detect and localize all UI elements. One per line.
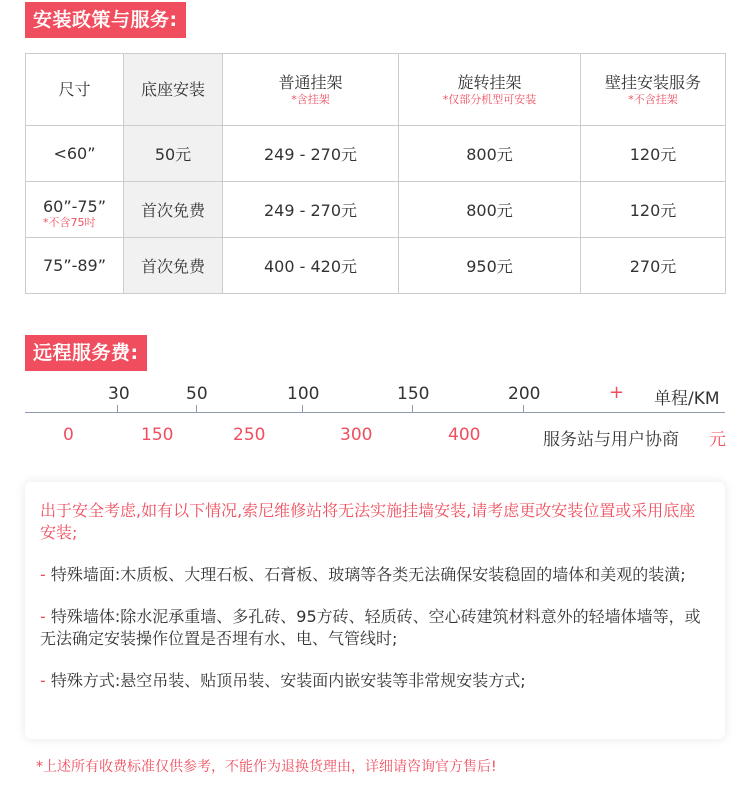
- header-size: 尺寸: [26, 54, 124, 126]
- notice-item: - 特殊墙面:木质板、大理石板、石膏板、玻璃等各类无法确保安装稳固的墙体和美观的装潢;: [40, 565, 686, 584]
- swivel-mount-cell: 800元: [399, 182, 581, 238]
- standard-mount-cell: 400 - 420元: [223, 238, 399, 294]
- notice-intro: 出于安全考虑,如有以下情况,索尼维修站将无法实施挂墙安装,请考虑更改安装位置或采用底座安装;: [40, 501, 696, 542]
- base-price-cell: 50元: [124, 126, 223, 182]
- notice-item: - 特殊方式:悬空吊装、贴顶吊装、安装面内嵌安装等非常规安装方式;: [40, 671, 526, 690]
- wall-service-cell: 270元: [581, 238, 726, 294]
- km-mark: 50: [186, 384, 208, 404]
- km-mark: 150: [397, 384, 430, 404]
- fee-value: 250: [233, 425, 266, 445]
- header-note: *不含挂架: [628, 93, 678, 106]
- fee-value: 400: [448, 425, 481, 445]
- base-price-cell: 首次免费: [124, 182, 223, 238]
- plus-sign: +: [609, 382, 625, 403]
- fee-value: 300: [340, 425, 373, 445]
- swivel-mount-cell: 800元: [399, 126, 581, 182]
- km-mark: 100: [287, 384, 320, 404]
- disclaimer-footnote: *上述所有收费标准仅供参考，不能作为退换货理由，详细请咨询官方售后!: [36, 759, 497, 775]
- header-wall-service: 壁挂安装服务 *不含挂架: [581, 54, 726, 126]
- distance-axis-line: [25, 412, 725, 413]
- install-price-table: [25, 53, 726, 294]
- axis-tick: [117, 405, 118, 412]
- fee-value: 150: [141, 425, 174, 445]
- wall-service-cell: 120元: [581, 126, 726, 182]
- header-swivel-mount: 旋转挂架 *仅部分机型可安装: [399, 54, 581, 126]
- table-header-row: [26, 54, 726, 126]
- axis-tick: [302, 405, 303, 412]
- km-mark: 30: [108, 384, 130, 404]
- notice-dash: -: [40, 565, 46, 584]
- km-mark: 200: [508, 384, 541, 404]
- yuan-unit-label: 元: [709, 430, 726, 450]
- swivel-mount-cell: 950元: [399, 238, 581, 294]
- wall-mount-notice-card: [25, 482, 725, 739]
- header-standard-mount: 普通挂架 *含挂架: [223, 54, 399, 126]
- remote-fee-title: 远程服务费:: [25, 335, 147, 371]
- size-cell: 75”-89”: [26, 238, 124, 294]
- axis-tick: [196, 405, 197, 412]
- axis-tick: [523, 405, 524, 412]
- header-note: *仅部分机型可安装: [442, 93, 537, 106]
- negotiate-label: 服务站与用户协商: [543, 430, 679, 450]
- base-price-cell: 首次免费: [124, 238, 223, 294]
- table-row: [26, 238, 726, 294]
- notice-item: - 特殊墙体:除水泥承重墙、多孔砖、95方砖、轻质砖、空心砖建筑材料意外的轻墙体墙等，或无法确定安装操作位置是否埋有水、电、气管线时;: [40, 607, 701, 648]
- size-note: *不含75吋: [43, 215, 96, 229]
- header-base-install: 底座安装: [124, 54, 223, 126]
- notice-dash: -: [40, 607, 46, 626]
- table-row: [26, 182, 726, 238]
- axis-tick: [412, 405, 413, 412]
- size-cell: <60”: [26, 126, 124, 182]
- size-cell: 60”-75” *不含75吋: [26, 182, 124, 238]
- table-row: [26, 126, 726, 182]
- wall-service-cell: 120元: [581, 182, 726, 238]
- standard-mount-cell: 249 - 270元: [223, 126, 399, 182]
- notice-dash: -: [40, 671, 46, 690]
- fee-value: 0: [63, 425, 74, 445]
- km-unit-label: 单程/KM: [654, 389, 720, 409]
- header-note: *含挂架: [291, 93, 330, 106]
- standard-mount-cell: 249 - 270元: [223, 182, 399, 238]
- install-policy-title: 安装政策与服务:: [25, 2, 186, 38]
